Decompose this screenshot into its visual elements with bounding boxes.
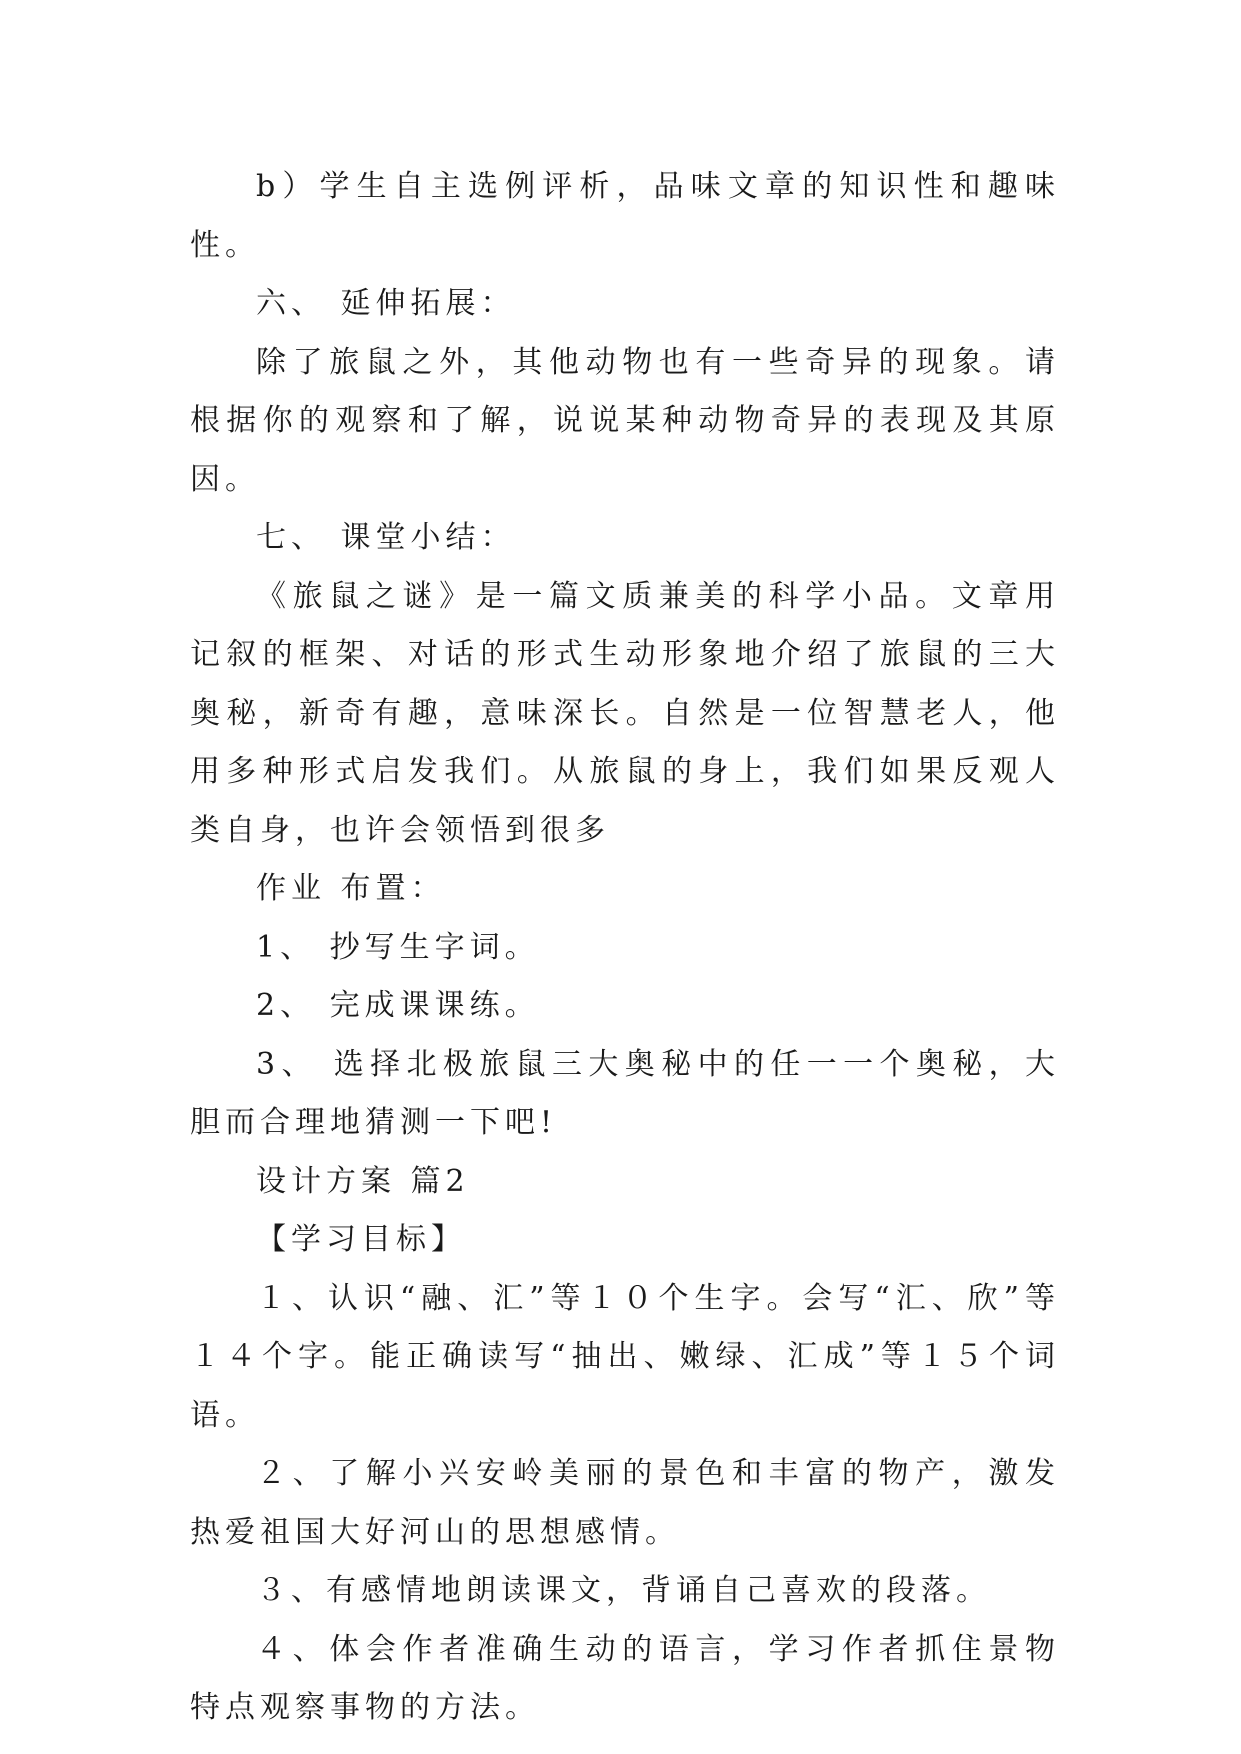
homework-item-2: 2、 完成课课练。 (256, 988, 540, 1023)
goal-item-2: ２、了解小兴安岭美丽的景色和丰富的物产，激发热爱祖国大好河山的思想感情。 (190, 1456, 1060, 1550)
document-body (190, 158, 1060, 1738)
heading-learning-goals: 【学习目标】 (256, 1222, 466, 1257)
heading-homework: 作业 布置： (256, 871, 446, 906)
paragraph-summary: 《旅鼠之谜》是一篇文质兼美的科学小品。文章用记叙的框架、对话的形式生动形象地介绍了旅鼠的三大奥秘，新奇有趣，意味深长。自然是一位智慧老人，他用多种形式启发我们。从旅鼠的身上，我们如果反观人类自身，也许会领悟到很多 (190, 578, 1060, 848)
section-title-plan-2: 设计方案 篇2 (256, 1163, 470, 1199)
paragraph-extension: 除了旅鼠之外，其他动物也有一些奇异的现象。请根据你的观察和了解，说说某种动物奇异的表现及其原因。 (190, 344, 1060, 497)
goal-item-4: ４、体会作者准确生动的语言，学习作者抓住景物特点观察事物的方法。 (190, 1631, 1060, 1725)
homework-item-1: 1、 抄写生字词。 (256, 929, 540, 965)
heading-extension: 六、 延伸拓展： (256, 286, 516, 321)
paragraph-analysis: b）学生自主选例评析，品味文章的知识性和趣味性。 (190, 169, 1060, 263)
homework-item-3: 3、 选择北极旅鼠三大奥秘中的任一一个奥秘，大胆而合理地猜测一下吧! (190, 1046, 1060, 1140)
heading-summary: 七、 课堂小结： (256, 520, 516, 555)
goal-item-3: ３、有感情地朗读课文，背诵自己喜欢的段落。 (256, 1573, 991, 1608)
goal-item-1: １、认识“融、汇”等１０个生字。会写“汇、欣”等１４个字。能正确读写“抽出、嫩绿、汇成”等１５个词语。 (190, 1280, 1060, 1433)
